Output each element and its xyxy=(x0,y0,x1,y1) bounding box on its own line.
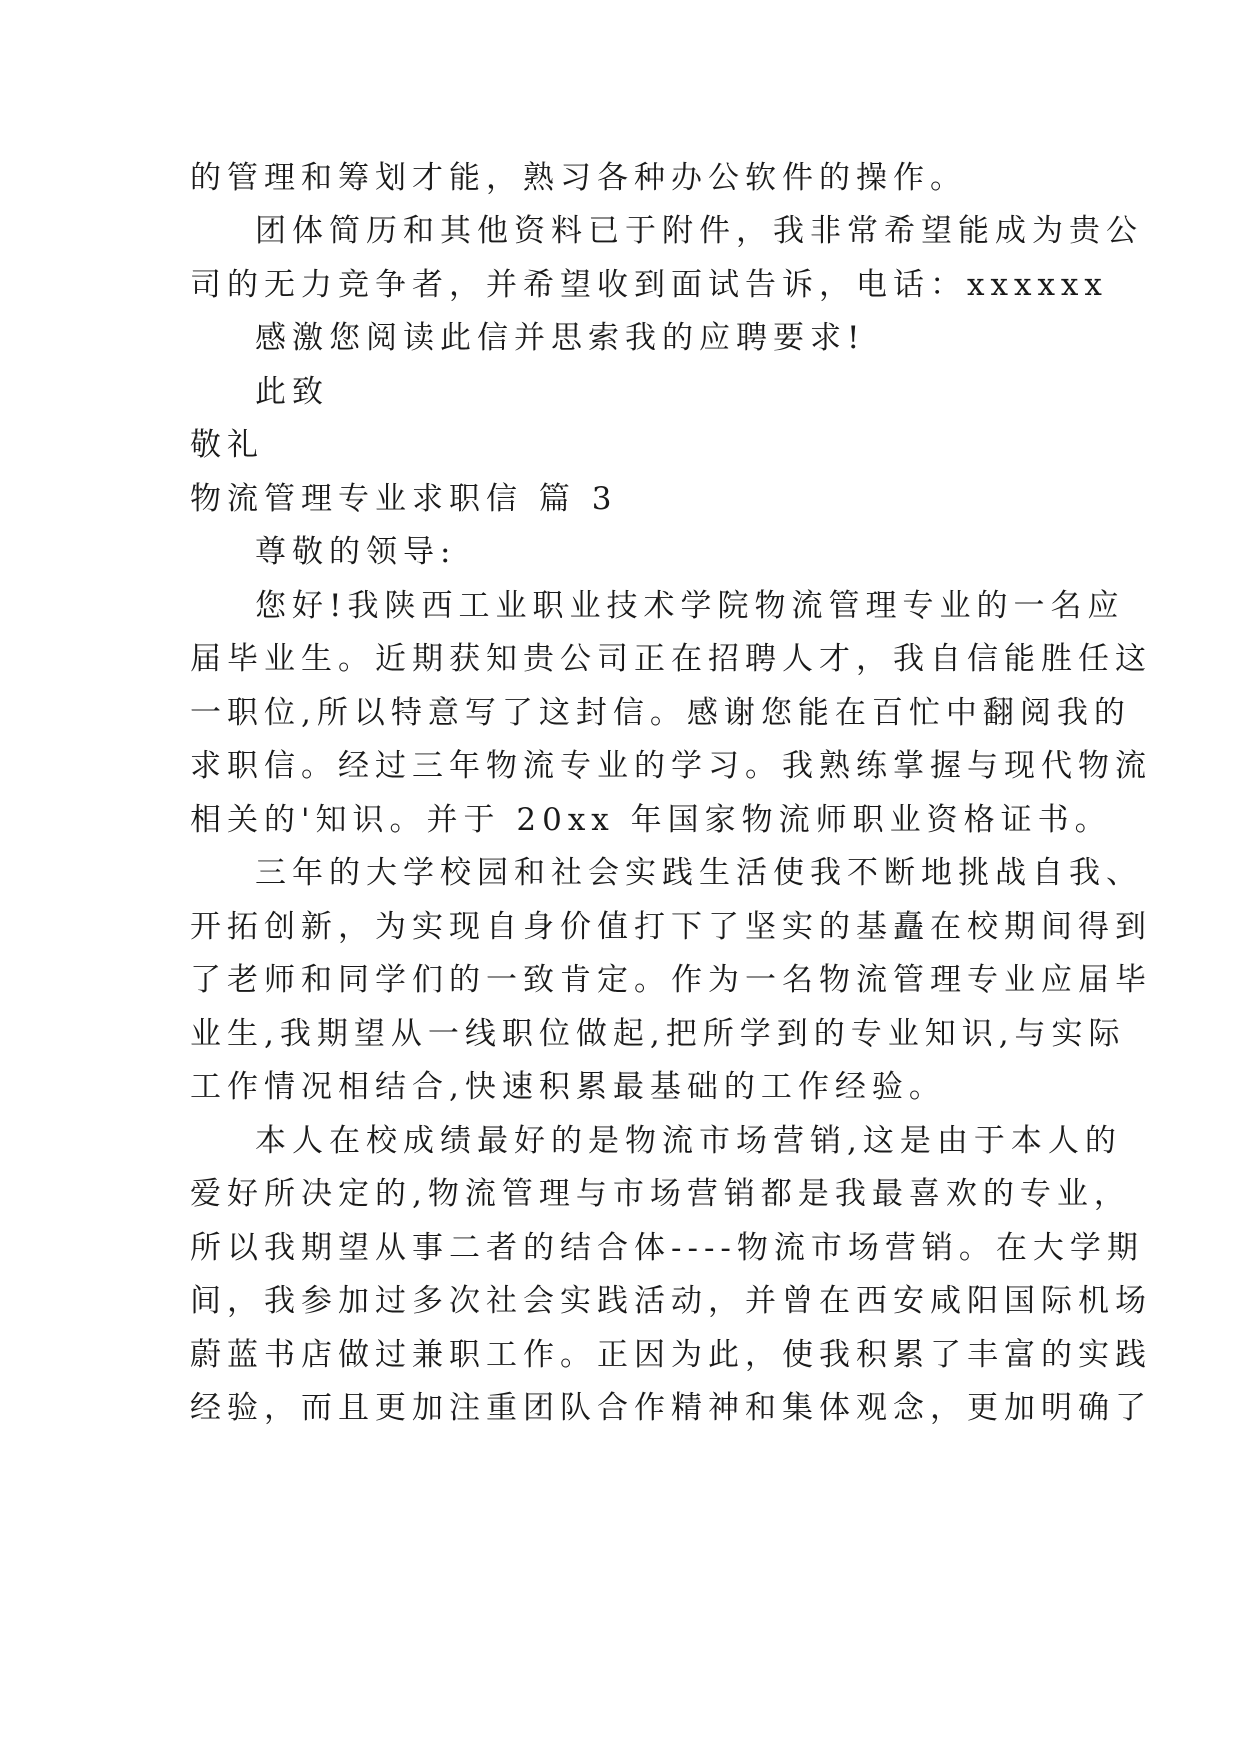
text-line: 业生,我期望从一线职位做起,把所学到的专业知识,与实际 xyxy=(190,1016,1126,1052)
text-line: 感激您阅读此信并思索我的应聘要求! xyxy=(255,320,866,356)
closing-line: 此致 xyxy=(255,374,329,410)
text-line: 您好!我陕西工业职业技术学院物流管理专业的一名应 xyxy=(255,588,1125,624)
text-line: 求职信。经过三年物流专业的学习。我熟练掌握与现代物流 xyxy=(190,748,1152,784)
text-line: 三年的大学校园和社会实践生活使我不断地挑战自我、 xyxy=(255,855,1143,891)
text-line: 蔚蓝书店做过兼职工作。正因为此，使我积累了丰富的实践 xyxy=(190,1337,1152,1373)
text-line: 团体简历和其他资料已于附件，我非常希望能成为贵公 xyxy=(255,213,1143,249)
salutation: 尊敬的领导: xyxy=(255,534,457,570)
text-line: 一职位,所以特意写了这封信。感谢您能在百忙中翻阅我的 xyxy=(190,695,1131,731)
text-line: 爱好所决定的,物流管理与市场营销都是我最喜欢的专业， xyxy=(190,1176,1131,1212)
text-line: 相关的'知识。并于 20xx 年国家物流师职业资格证书。 xyxy=(190,802,1112,838)
text-line: 司的无力竞争者，并希望收到面试告诉，电话：xxxxxx xyxy=(190,267,1108,303)
section-heading: 物流管理专业求职信 篇 3 xyxy=(190,481,618,517)
text-line: 届毕业生。近期获知贵公司正在招聘人才，我自信能胜任这 xyxy=(190,641,1152,677)
text-line: 的管理和筹划才能，熟习各种办公软件的操作。 xyxy=(190,160,967,196)
text-line: 所以我期望从事二者的结合体----物流市场营销。在大学期 xyxy=(190,1230,1144,1266)
text-line: 间，我参加过多次社会实践活动，并曾在西安咸阳国际机场 xyxy=(190,1283,1152,1319)
text-line: 工作情况相结合,快速积累最基础的工作经验。 xyxy=(190,1069,946,1105)
closing-line: 敬礼 xyxy=(190,427,264,463)
text-line: 开拓创新，为实现自身价值打下了坚实的基矗在校期间得到 xyxy=(190,909,1152,945)
text-line: 经验，而且更加注重团队合作精神和集体观念，更加明确了 xyxy=(190,1390,1152,1426)
text-line: 了老师和同学们的一致肯定。作为一名物流管理专业应届毕 xyxy=(190,962,1152,998)
text-line: 本人在校成绩最好的是物流市场营销,这是由于本人的 xyxy=(255,1123,1122,1159)
